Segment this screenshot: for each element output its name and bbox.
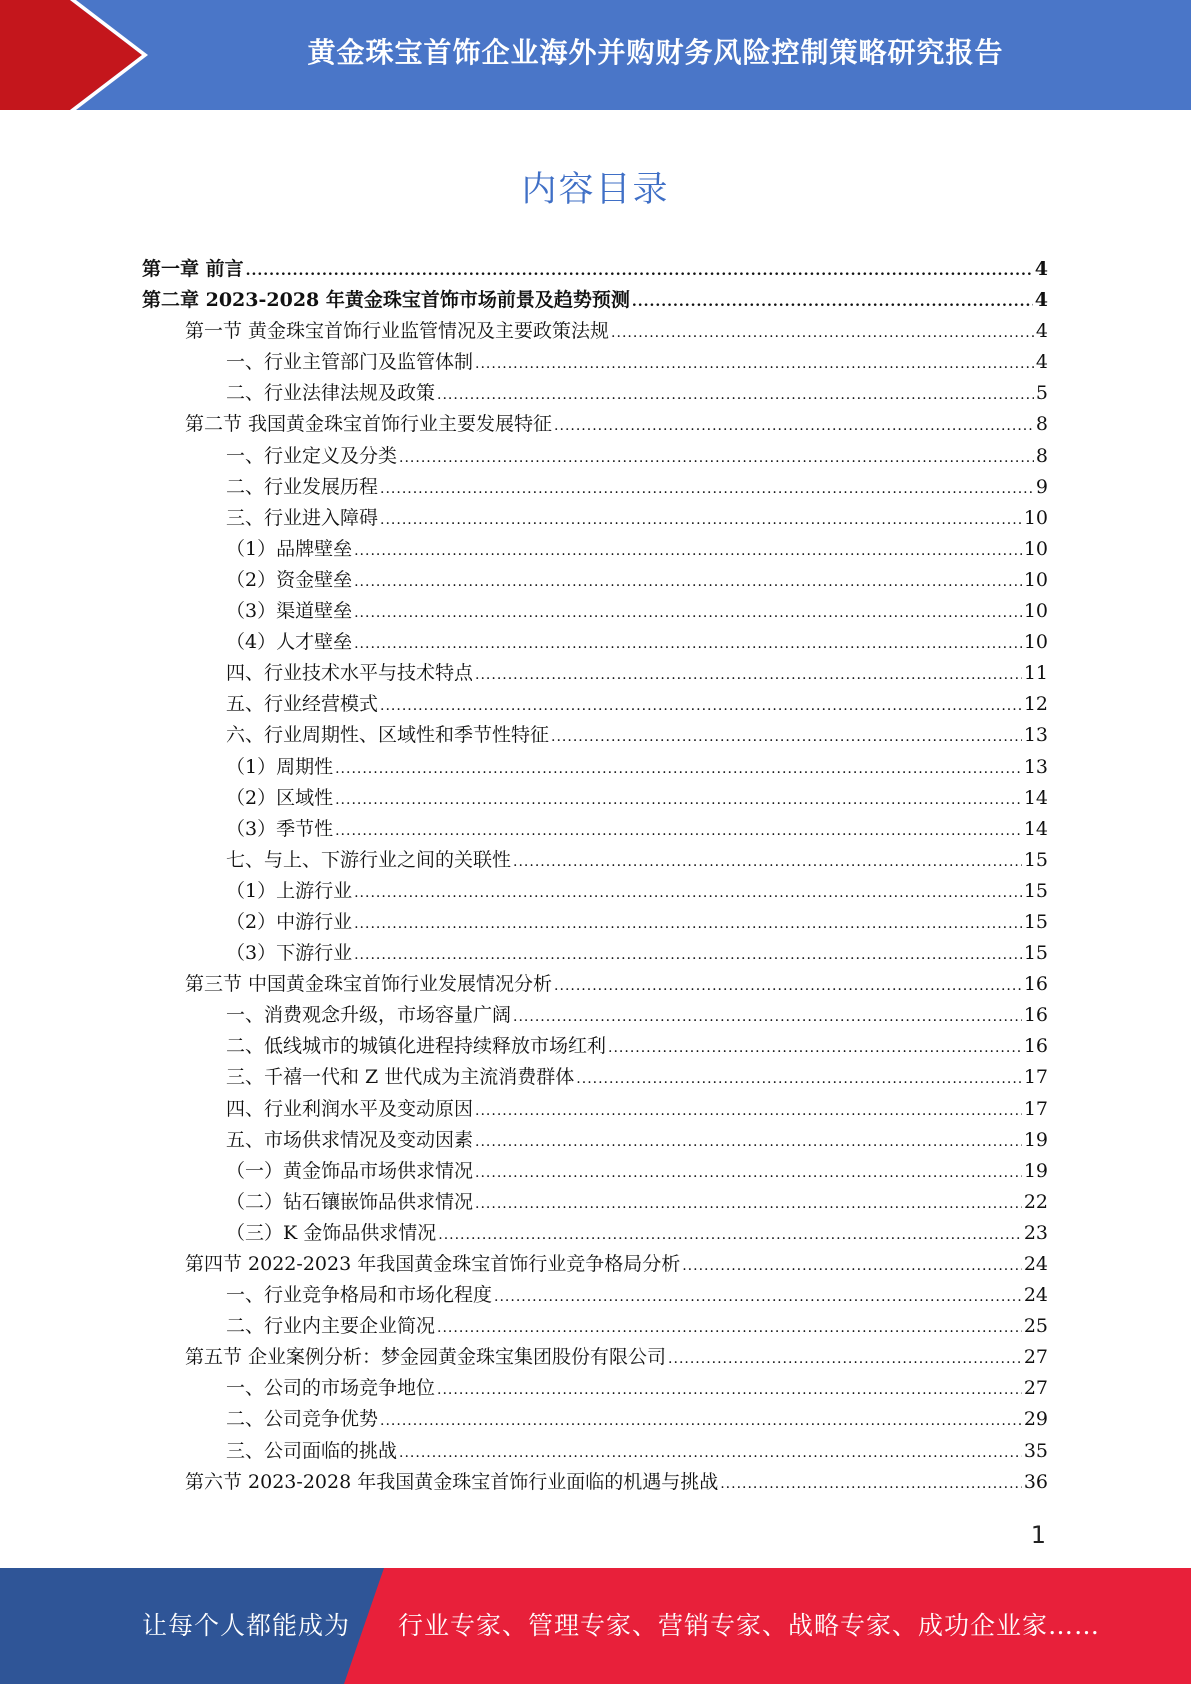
- toc-dot-leader: [335, 816, 1022, 847]
- toc-entry[interactable]: [142, 409, 1048, 440]
- toc-dot-leader: [437, 1375, 1022, 1406]
- toc-entry-page: 22: [1023, 1190, 1048, 1213]
- toc-entry-page: 10: [1023, 568, 1048, 591]
- toc-entry-label: 第二节 我国黄金珠宝首饰行业主要发展特征: [185, 413, 553, 436]
- toc-dot-leader: [399, 443, 1034, 474]
- toc-entry-label: 三、公司面临的挑战: [226, 1439, 398, 1462]
- toc-dot-leader: [335, 754, 1022, 785]
- toc-dot-leader: [438, 1220, 1022, 1251]
- toc-dot-leader: [354, 629, 1022, 660]
- toc-dot-leader: [380, 691, 1022, 722]
- toc-entry-label: 二、低线城市的城镇化进程持续释放市场红利: [226, 1035, 607, 1058]
- toc-dot-leader: [475, 660, 1022, 691]
- toc-entry-page: 13: [1023, 724, 1048, 747]
- toc-entry-label: 第六节 2023-2028 年我国黄金珠宝首饰行业面临的机遇与挑战: [185, 1470, 719, 1493]
- toc-entry[interactable]: [142, 845, 1048, 876]
- toc-entry[interactable]: [142, 1000, 1048, 1031]
- toc-dot-leader: [380, 474, 1034, 505]
- toc-entry[interactable]: [142, 1031, 1048, 1062]
- toc-entry-page: 14: [1023, 817, 1048, 840]
- toc-entry-page: 10: [1023, 537, 1048, 560]
- toc-entry-page: 8: [1035, 444, 1048, 467]
- toc-entry-page: 35: [1023, 1439, 1048, 1462]
- toc-entry[interactable]: [142, 565, 1048, 596]
- toc-entry-label: 第四节 2022-2023 年我国黄金珠宝首饰行业竞争格局分析: [185, 1253, 681, 1275]
- toc-entry[interactable]: [142, 1467, 1048, 1498]
- toc-entry-label: 三、千禧一代和 Z 世代成为主流消费群体: [226, 1066, 575, 1089]
- toc-entry-page: 15: [1023, 848, 1048, 871]
- toc-entry-page: 24: [1023, 1253, 1048, 1275]
- toc-entry-page: 10: [1023, 506, 1048, 529]
- toc-dot-leader: [632, 287, 1033, 318]
- toc-entry[interactable]: [142, 503, 1048, 534]
- toc-entry-page: 27: [1023, 1377, 1048, 1400]
- toc-entry-label: 二、行业内主要企业简况: [226, 1315, 436, 1338]
- table-of-contents: [142, 254, 1048, 1498]
- toc-entry[interactable]: [142, 1218, 1048, 1249]
- toc-entry-page: 15: [1023, 910, 1048, 933]
- toc-heading: 内容目录: [521, 170, 670, 210]
- toc-dot-leader: [354, 598, 1022, 629]
- toc-entry-label: （3）下游行业: [226, 942, 353, 965]
- toc-dot-leader: [380, 505, 1022, 536]
- toc-entry[interactable]: [142, 1156, 1048, 1187]
- toc-entry-page: 10: [1023, 600, 1048, 623]
- toc-entry[interactable]: [142, 285, 1048, 316]
- toc-entry-page: 4: [1034, 289, 1048, 312]
- toc-dot-leader: [608, 1033, 1022, 1064]
- footer-slogan-right: 行业专家、管理专家、营销专家、战略专家、成功企业家……: [398, 1611, 1101, 1640]
- toc-dot-leader: [554, 971, 1022, 1002]
- header-chevron-decoration: [0, 0, 150, 110]
- toc-entry-label: 二、公司竞争优势: [226, 1408, 379, 1431]
- toc-dot-leader: [380, 1406, 1022, 1437]
- toc-entry[interactable]: [142, 1125, 1048, 1156]
- toc-entry-label: 二、行业法律法规及政策: [226, 382, 436, 405]
- toc-dot-leader: [246, 256, 1033, 287]
- toc-entry-label: 六、行业周期性、区域性和季节性特征: [226, 724, 550, 747]
- toc-entry-label: 第二章 2023-2028 年黄金珠宝首饰市场前景及趋势预测: [142, 289, 630, 312]
- toc-entry-label: 一、公司的市场竞争地位: [226, 1377, 436, 1400]
- toc-entry-page: 27: [1023, 1346, 1048, 1369]
- toc-entry[interactable]: [142, 876, 1048, 907]
- toc-dot-leader: [475, 1189, 1022, 1220]
- toc-dot-leader: [513, 847, 1022, 878]
- toc-dot-leader: [475, 349, 1034, 380]
- toc-entry[interactable]: [142, 254, 1048, 285]
- toc-entry-page: 5: [1035, 382, 1048, 405]
- toc-entry-page: 36: [1023, 1470, 1048, 1493]
- toc-entry-page: 13: [1023, 755, 1048, 778]
- toc-entry[interactable]: [142, 907, 1048, 938]
- toc-entry-page: 16: [1023, 1004, 1048, 1027]
- toc-dot-leader: [437, 380, 1034, 411]
- toc-dot-leader: [354, 940, 1022, 971]
- toc-entry-page: 16: [1023, 1035, 1048, 1058]
- toc-dot-leader: [354, 909, 1022, 940]
- toc-entry-page: 8: [1035, 413, 1048, 436]
- toc-entry-page: 15: [1023, 879, 1048, 902]
- toc-entry[interactable]: [142, 1187, 1048, 1218]
- toc-dot-leader: [668, 1344, 1022, 1375]
- toc-entry-label: （2）资金壁垒: [226, 568, 353, 591]
- toc-entry-page: 4: [1035, 320, 1048, 343]
- toc-entry-label: （三）K 金饰品供求情况: [226, 1221, 437, 1244]
- toc-entry-label: 七、与上、下游行业之间的关联性: [226, 848, 512, 871]
- toc-entry[interactable]: [142, 720, 1048, 751]
- toc-entry-page: 10: [1023, 631, 1048, 654]
- toc-entry[interactable]: [142, 1094, 1048, 1125]
- toc-entry[interactable]: [142, 472, 1048, 503]
- toc-entry-label: （1）品牌壁垒: [226, 537, 353, 560]
- toc-entry[interactable]: [142, 1404, 1048, 1435]
- toc-dot-leader: [720, 1469, 1022, 1500]
- toc-entry-page: 29: [1023, 1408, 1048, 1431]
- footer-slogan-left: 让每个人都能成为: [142, 1611, 351, 1640]
- toc-entry-label: 第一节 黄金珠宝首饰行业监管情况及主要政策法规: [185, 320, 610, 343]
- toc-dot-leader: [399, 1438, 1022, 1469]
- toc-entry[interactable]: [142, 1062, 1048, 1093]
- toc-entry-label: （一）黄金饰品市场供求情况: [226, 1159, 474, 1182]
- toc-entry[interactable]: [142, 938, 1048, 969]
- toc-entry-label: 五、行业经营模式: [226, 693, 379, 716]
- toc-entry[interactable]: [142, 441, 1048, 472]
- toc-entry[interactable]: [142, 783, 1048, 814]
- toc-entry[interactable]: [142, 1436, 1048, 1467]
- toc-entry[interactable]: [142, 969, 1048, 1000]
- toc-dot-leader: [513, 1002, 1022, 1033]
- toc-entry[interactable]: [142, 596, 1048, 627]
- toc-entry-label: 四、行业技术水平与技术特点: [226, 662, 474, 685]
- toc-entry-page: 12: [1023, 693, 1048, 716]
- toc-entry[interactable]: [142, 534, 1048, 565]
- toc-entry-page: 19: [1023, 1159, 1048, 1182]
- toc-entry-label: （2）中游行业: [226, 910, 353, 933]
- toc-dot-leader: [437, 1313, 1022, 1344]
- toc-entry-label: 一、消费观念升级，市场容量广阔: [226, 1004, 512, 1027]
- toc-entry-label: 三、行业进入障碍: [226, 506, 379, 529]
- toc-entry-label: 一、行业定义及分类: [226, 444, 398, 467]
- toc-entry[interactable]: [142, 814, 1048, 845]
- toc-dot-leader: [475, 1127, 1022, 1158]
- toc-entry-page: 19: [1023, 1128, 1048, 1151]
- toc-entry-label: 四、行业利润水平及变动原因: [226, 1097, 474, 1120]
- toc-entry[interactable]: [142, 1311, 1048, 1342]
- toc-dot-leader: [682, 1251, 1022, 1282]
- page-number: 1: [1030, 1521, 1046, 1549]
- toc-entry-label: （3）渠道壁垒: [226, 600, 353, 623]
- toc-entry-label: 五、市场供求情况及变动因素: [226, 1128, 474, 1151]
- toc-entry-page: 14: [1023, 786, 1048, 809]
- toc-dot-leader: [354, 567, 1022, 598]
- toc-entry-label: （2）区域性: [226, 786, 334, 809]
- toc-entry[interactable]: [142, 689, 1048, 720]
- toc-entry-label: 一、行业竞争格局和市场化程度: [226, 1284, 493, 1307]
- report-header: [0, 0, 1191, 110]
- toc-entry[interactable]: [142, 316, 1048, 347]
- toc-entry-label: 第一章 前言: [142, 258, 244, 280]
- report-footer: [0, 1568, 1191, 1684]
- toc-dot-leader: [354, 536, 1022, 567]
- toc-dot-leader: [354, 878, 1022, 909]
- toc-dot-leader: [494, 1282, 1022, 1313]
- toc-entry[interactable]: [142, 1280, 1048, 1311]
- toc-entry-label: 第五节 企业案例分析：梦金园黄金珠宝集团股份有限公司: [185, 1346, 667, 1369]
- toc-entry-label: 第三节 中国黄金珠宝首饰行业发展情况分析: [185, 973, 553, 996]
- toc-entry-label: （1）上游行业: [226, 879, 353, 902]
- toc-entry-page: 4: [1034, 258, 1048, 280]
- toc-entry[interactable]: [142, 1373, 1048, 1404]
- toc-dot-leader: [611, 318, 1034, 349]
- toc-entry-page: 16: [1023, 973, 1048, 996]
- toc-entry[interactable]: [142, 347, 1048, 378]
- toc-entry[interactable]: [142, 1249, 1048, 1280]
- toc-entry-label: （1）周期性: [226, 755, 334, 778]
- toc-entry[interactable]: [142, 752, 1048, 783]
- toc-dot-leader: [335, 785, 1022, 816]
- toc-entry-page: 25: [1023, 1315, 1048, 1338]
- toc-entry-label: （二）钻石镶嵌饰品供求情况: [226, 1190, 474, 1213]
- toc-entry-page: 4: [1035, 351, 1048, 374]
- report-title: 黄金珠宝首饰企业海外并购财务风险控制策略研究报告: [307, 36, 1004, 69]
- toc-entry[interactable]: [142, 378, 1048, 409]
- toc-entry-page: 15: [1023, 942, 1048, 965]
- toc-entry[interactable]: [142, 1342, 1048, 1373]
- toc-entry-label: （4）人才壁垒: [226, 631, 353, 654]
- toc-dot-leader: [551, 722, 1022, 753]
- toc-entry[interactable]: [142, 627, 1048, 658]
- toc-entry-page: 9: [1035, 475, 1048, 498]
- toc-dot-leader: [554, 411, 1034, 442]
- toc-entry-label: 一、行业主管部门及监管体制: [226, 351, 474, 374]
- toc-entry-page: 17: [1023, 1097, 1048, 1120]
- toc-entry-page: 11: [1023, 662, 1048, 685]
- toc-entry-page: 17: [1023, 1066, 1048, 1089]
- toc-entry-label: 二、行业发展历程: [226, 475, 379, 498]
- toc-dot-leader: [475, 1158, 1022, 1189]
- toc-entry-page: 23: [1023, 1221, 1048, 1244]
- toc-entry-page: 24: [1023, 1284, 1048, 1307]
- toc-dot-leader: [576, 1064, 1022, 1095]
- toc-dot-leader: [475, 1096, 1022, 1127]
- toc-entry[interactable]: [142, 658, 1048, 689]
- toc-entry-label: （3）季节性: [226, 817, 334, 840]
